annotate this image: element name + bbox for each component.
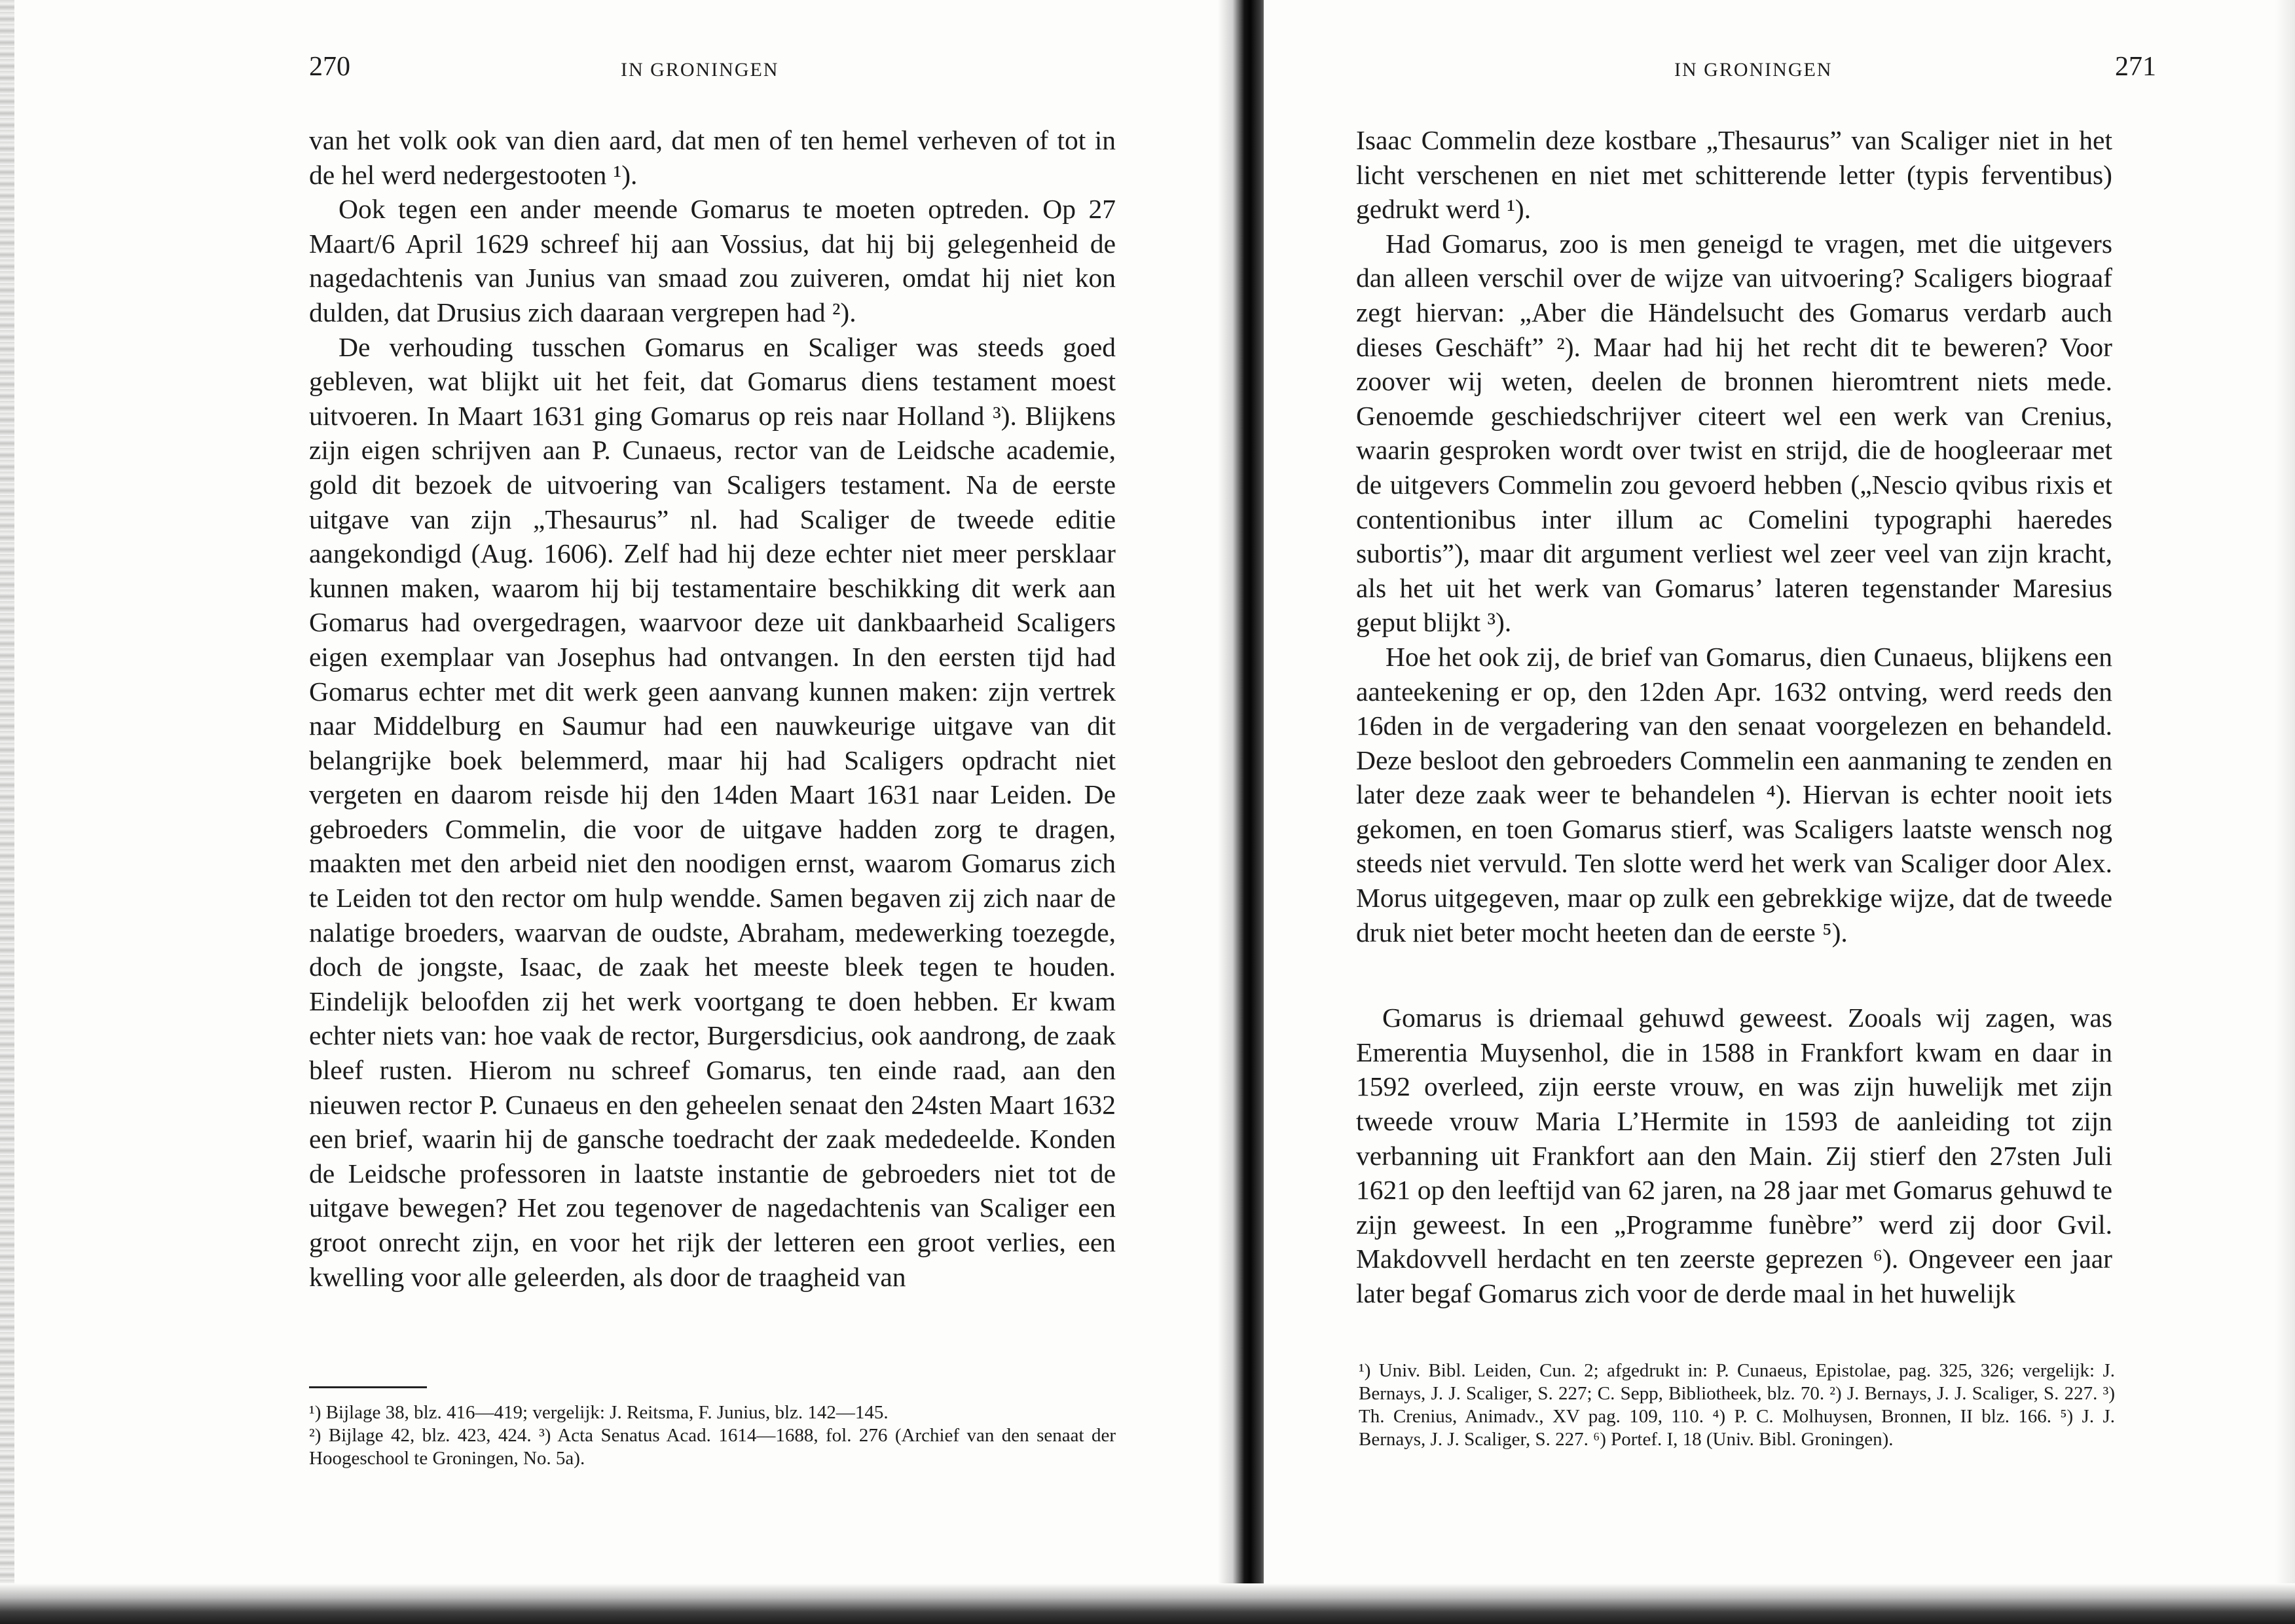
footnote: ²) Bijlage 42, blz. 423, 424. ³) Acta Senatus Acad. 1614—1688, fol. 276 (Archief van den senaat der Hoogeschool te Groningen, No. 5a). — [309, 1425, 1116, 1469]
running-head: IN GRONINGEN — [621, 59, 779, 81]
footnote-rule — [309, 1386, 427, 1388]
scan-bottom-edge — [0, 1583, 2295, 1624]
page-edge-shadow — [0, 0, 14, 1624]
running-head: IN GRONINGEN — [1674, 59, 1833, 81]
paragraph: Gomarus is driemaal gehuwd geweest. Zooals wij zagen, was Emerentia Muysenhol, die in 1588 in Frankfort kwam en daar in 1592 overleed, zijn eerste vrouw, en was zijn huwelijk met zijn tweede vrouw Maria L’Hermite in 1593 de aanleiding tot zijn verbanning uit Frankfort aan den Main. Zij stierf den 27sten Juli 1621 op den leeftijd van 62 jaren, na 28 jaar met Gomarus gehuwd te zijn geweest. In een „Programme funèbre” werd zij door Gvil. Makdovvell herdacht en ten zeerste geprezen ⁶). Ongeveer een jaar later begaf Gomarus zich voor de derde maal in het huwelijk — [1356, 1003, 2112, 1308]
footnotes — [309, 1401, 1116, 1470]
right-page — [1264, 0, 2295, 1624]
page-number: 271 — [2115, 52, 2156, 82]
footnote: ¹) Univ. Bibl. Leiden, Cun. 2; afgedrukt in: P. Cunaeus, Epistolae, pag. 325, 326; vergelijk: J. Bernays, J. J. Scaliger, S. 227; C. Sepp, Bibliotheek, blz. 70. ²) J. Bernays, J. J. Scaliger, S. 227. ³) Th. Crenius, Animadv., XV pag. 109, 110. ⁴) P. C. Molhuysen, Bronnen, II blz. 166. ⁵) J. J. Bernays, J. J. Scaliger, S. 227. ⁶) Portef. I, 18 (Univ. Bibl. Groningen). — [1359, 1360, 2115, 1450]
paragraph: De verhouding tusschen Gomarus en Scaliger was steeds goed gebleven, wat blijkt uit het feit, dat Gomarus diens testament moest uitvoeren. In Maart 1631 ging Gomarus op reis naar Holland ³). Blijkens zijn eigen schrijven aan P. Cunaeus, rector van de Leidsche academie, gold dit bezoek de uitvoering van Scaligers testament. Na de eerste uitgave van zijn „Thesaurus” nl. had Scaliger de tweede editie aangekondigd (Aug. 1606). Zelf had hij deze echter niet meer persklaar kunnen maken, waarom hij bij testamentaire beschikking dit werk aan Gomarus had overgedragen, waarvoor deze uit dankbaarheid Scaligers eigen exemplaar van Josephus had ontvangen. In den eersten tijd had Gomarus echter met dit werk geen aanvang kunnen maken: zijn vertrek naar Middelburg en Saumur had een nauwkeurige uitgave van dit belangrijke boek belemmerd, maar hij had Scaligers opdracht niet vergeten en daarom reisde hij den 14den Maart 1631 naar Leiden. De gebroeders Commelin, die voor de uitgave hadden zorg te dragen, maakten met den arbeid niet den noodigen ernst, waarom Gomarus zich te Leiden tot den rector om hulp wendde. Samen begaven zij zich naar de nalatige broeders, waarvan de oudste, Abraham, medewerking toezegde, doch de jongste, Isaac, de zaak het meeste bleek tegen te houden. Eindelijk beloofden zij het werk voortgang te doen hebben. Er kwam echter niets van: hoe vaak de rector, Burgersdicius, ook aandrong, de zaak bleef rusten. Hierom nu schreef Gomarus, ten einde raad, aan den nieuwen rector P. Cunaeus en den geheelen senaat den 24sten Maart 1632 een brief, waarin hij de gansche toedracht der zaak mededeelde. Konden de Leidsche professoren in laatste instantie de gebroeders niet tot de uitgave bewegen? Het zou tegenover de nagedachtenis van Scaliger een groot onrecht zijn, en voor het rijk der letteren een groot verlies, een kwelling voor alle geleerden, als door de traagheid van — [309, 331, 1116, 1292]
paragraph: van het volk ook van dien aard, dat men of ten hemel verheven of tot in de hel werd nedergestooten ¹). — [309, 125, 1116, 190]
paragraph: Had Gomarus, zoo is men geneigd te vragen, met die uitgevers dan alleen verschil over de wijze van uitvoering? Scaligers biograaf zegt hiervan: „Aber die Händelsucht des Gomarus verdarb auch dieses Geschäft” ²). Maar had hij het recht dit te beweren? Voor zoover wij weten, deelen de bronnen hieromtrent niets mede. Genoemde geschiedschrijver citeert wel een werk van Crenius, waarin gesproken wordt over twist en strijd, die de hoogleeraar met de uitgevers Commelin zou gevoerd hebben („Nescio qvibus rixis et contentionibus inter illum ac Comelini typographi haeredes subortis”), maar dit argument verliest wel zeer veel van zijn kracht, als het uit het werk van Gomarus’ lateren tegenstander Maresius geput blijkt ³). — [1356, 228, 2112, 638]
footnote: ¹) Bijlage 38, blz. 416—419; vergelijk: J. Reitsma, F. Junius, blz. 142—145. — [309, 1402, 889, 1423]
paragraph: Isaac Commelin deze kostbare „Thesaurus” van Scaliger niet in het licht verschenen en niet met schitterende letter (typis ferventibus) gedrukt werd ¹). — [1356, 125, 2112, 225]
paragraph: Hoe het ook zij, de brief van Gomarus, dien Cunaeus, blijkens een aanteekening er op, den 12den Apr. 1632 ontving, werd reeds den 16den in de vergadering van den senaat voorgelezen en behandeld. Deze besloot den gebroeders Commelin een aanmaning te zenden en later deze zaak weer te behandelen ⁴). Hiervan is echter nooit iets gekomen, en toen Gomarus stierf, was Scaligers laatste wensch nog steeds niet vervuld. Ten slotte werd het werk van Scaliger door Alex. Morus uitgegeven, maar op zulk een gebrekkige wijze, dat de tweede druk niet beter mocht heeten dan de eerste ⁵). — [1356, 641, 2112, 948]
footnotes — [1359, 1359, 2115, 1451]
body-text — [1356, 123, 2112, 1311]
body-text — [309, 123, 1116, 1294]
page-number: 270 — [309, 52, 350, 82]
page-edge-shadow — [2275, 0, 2295, 1624]
paragraph: Ook tegen een ander meende Gomarus te moeten optreden. Op 27 Maart/6 April 1629 schreef hij aan Vossius, dat hij bij gelegenheid de nagedachtenis van Junius van smaad zou zuiveren, omdat hij niet kon dulden, dat Drusius zich daaraan vergrepen had ²). — [309, 194, 1116, 327]
